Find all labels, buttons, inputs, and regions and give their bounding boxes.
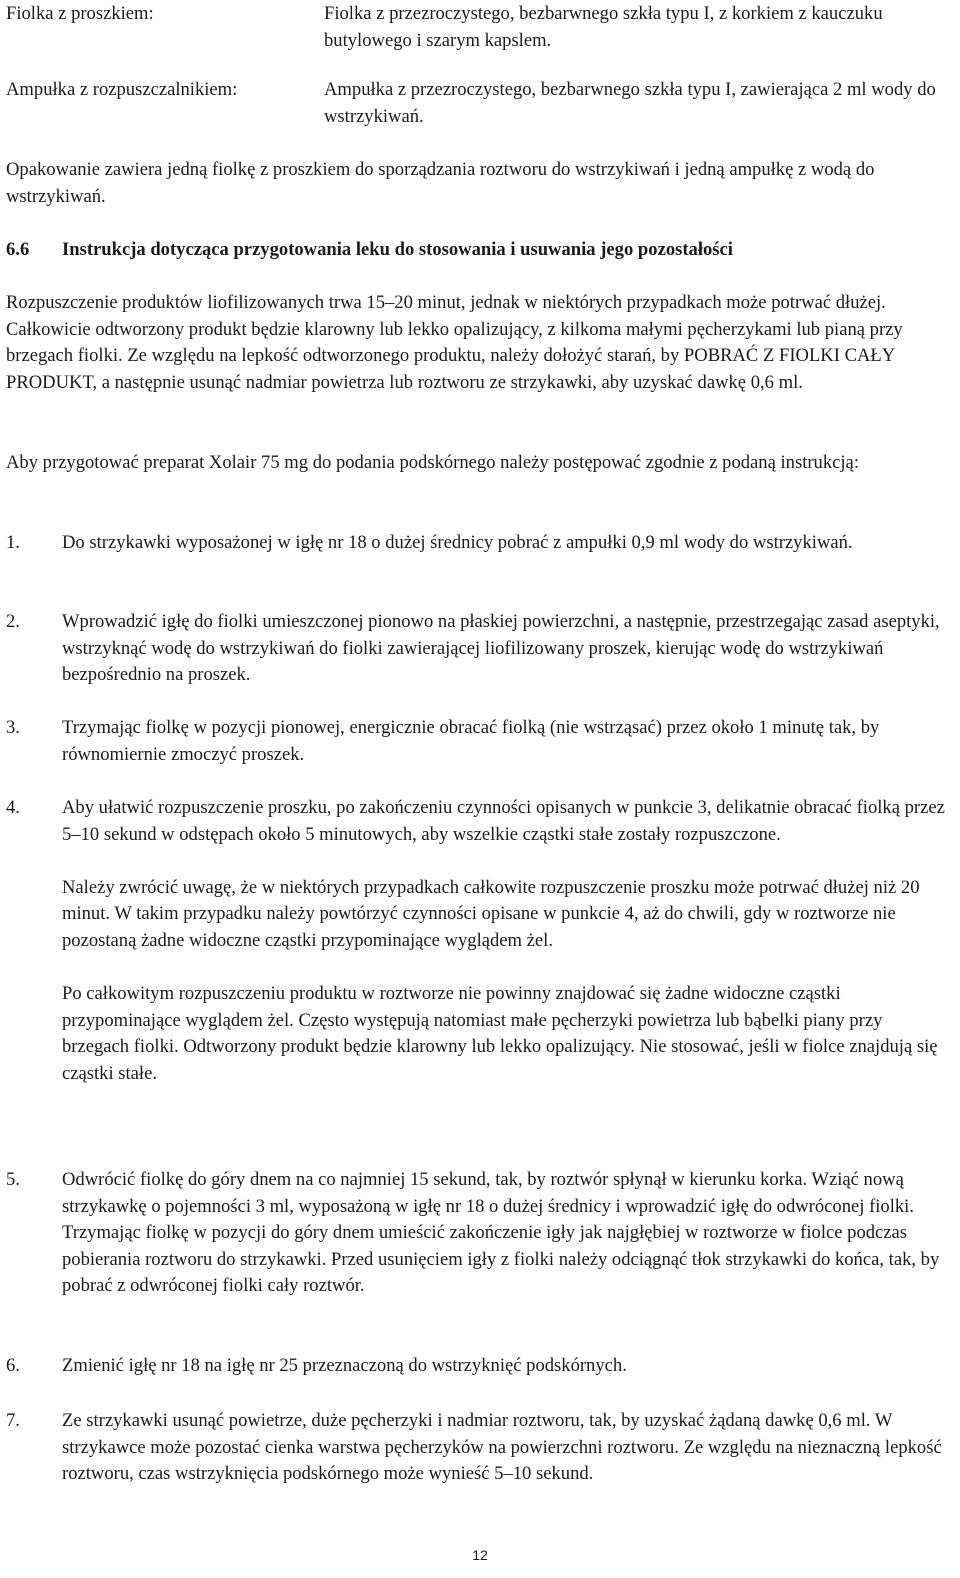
pack-contents: Opakowanie zawiera jedną fiolkę z proszkiem do sporządzania roztworu do wstrzykiwań i jedną ampułkę z wodą do wstrzykiwań. xyxy=(6,159,875,207)
step-body xyxy=(62,530,954,557)
step-text: Wprowadzić igłę do fiolki umieszczonej pionowo na płaskiej powierzchni, a następnie, przestrzegając zasad aseptyki, wstrzyknąć wodę do wstrzykiwań do fiolki zawierającej liofilizowany proszek, kierując wodę do wstrzykiwań bezpośrednio na proszek. xyxy=(62,611,940,686)
step-number: 6. xyxy=(6,1355,20,1376)
step-body xyxy=(62,715,954,768)
section-number: 6.6 xyxy=(6,239,30,260)
step-text: Odwrócić fiolkę do góry dnem na co najmniej 15 sekund, tak, by roztwór spłynął w kierunku korka. Wziąć nową strzykawkę o pojemności 3 ml, wyposażoną w igłę nr 18 o dużej średnicy i wprowadzić igłę do odwróconej fiolki. Trzymając fiolkę w pozycji do góry dnem umieścić zakończenie igły jak najgłębiej w roztworze w fiolce podczas pobierania roztworu do strzykawki. Przed usunięciem igły z fiolki należy odciągnąć tłok strzykawki do końca, tak, by pobrać z odwróconej fiolki cały roztwór. xyxy=(62,1169,940,1297)
step-body xyxy=(62,1167,954,1300)
step-6 xyxy=(6,1353,954,1380)
step-body xyxy=(62,1408,954,1488)
step-text: Do strzykawki wyposażonej w igłę nr 18 o dużej średnicy pobrać z ampułki 0,9 ml wody do wstrzykiwań. xyxy=(62,532,853,553)
step-number: 4. xyxy=(6,797,20,818)
step-5 xyxy=(6,1167,954,1300)
packaging-term: Fiolka z proszkiem: xyxy=(6,3,154,24)
step-number: 7. xyxy=(6,1410,20,1431)
section-heading xyxy=(6,237,954,264)
step-body xyxy=(62,609,954,689)
packaging-description: Fiolka z przezroczystego, bezbarwnego szkła typu I, z korkiem z kauczuku butylowego i szarym kapslem. xyxy=(324,3,883,51)
step-text: Ze strzykawki usunąć powietrze, duże pęcherzyki i nadmiar roztworu, tak, by uzyskać żądaną dawkę 0,6 ml. W strzykawce może pozostać cienka warstwa pęcherzyków na powierzchni roztworu. Ze względu na nieznaczną lepkość roztworu, czas wstrzyknięcia podskórnego może wynieść 5–10 sekund. xyxy=(62,1410,942,1485)
step-3 xyxy=(6,715,954,768)
page-number: 12 xyxy=(472,1547,488,1563)
step-note: Po całkowitym rozpuszczeniu produktu w roztworze nie powinny znajdować się żadne widoczne cząstki przypominające wyglądem żel. Często występują natomiast małe pęcherzyki powietrza lub bąbelki piany przy brzegach fiolki. Odtworzony produkt będzie klarowny lub lekko opalizujący. Nie stosować, jeśli w fiolce znajdują się cząstki stałe. xyxy=(62,983,938,1084)
reconstitution-intro: Rozpuszczenie produktów liofilizowanych trwa 15–20 minut, jednak w niektórych przypadkach może potrwać dłużej. Całkowicie odtworzony produkt będzie klarowny lub lekko opalizujący, z kilkoma małymi pęcherzykami lub pianą przy brzegach fiolki. Ze względu na lepkość odtworzonego produktu, należy dołożyć starań, by POBRAĆ Z FIOLKI CAŁY PRODUKT, a następnie usunąć nadmiar powietrza lub roztworu ze strzykawki, aby uzyskać dawkę 0,6 ml. xyxy=(6,292,903,393)
step-number: 5. xyxy=(6,1169,20,1190)
step-text: Zmienić igłę nr 18 na igłę nr 25 przeznaczoną do wstrzyknięć podskórnych. xyxy=(62,1355,627,1376)
packaging-term: Ampułka z rozpuszczalnikiem: xyxy=(6,79,238,100)
section-title: Instrukcja dotycząca przygotowania leku do stosowania i usuwania jego pozostałości xyxy=(62,239,733,260)
preparation-intro: Aby przygotować preparat Xolair 75 mg do podania podskórnego należy postępować zgodnie z podaną instrukcją: xyxy=(6,452,859,473)
step-4 xyxy=(6,795,954,1088)
step-note: Należy zwrócić uwagę, że w niektórych przypadkach całkowite rozpuszczenie proszku może potrwać dłużej niż 20 minut. W takim przypadku należy powtórzyć czynności opisane w punkcie 4, aż do chwili, gdy w roztworze nie pozostaną żadne widoczne cząstki przypominające wyglądem żel. xyxy=(62,876,920,951)
step-body xyxy=(62,1353,954,1380)
step-7 xyxy=(6,1408,954,1488)
step-text: Aby ułatwić rozpuszczenie proszku, po zakończeniu czynności opisanych w punkcie 3, delikatnie obracać fiolką przez 5–10 sekund w odstępach około 5 minutowych, aby wszelkie cząstki stałe zostały rozpuszczone. xyxy=(62,797,945,845)
step-text: Trzymając fiolkę w pozycji pionowej, energicznie obracać fiolką (nie wstrząsać) przez około 1 minutę tak, by równomiernie zmoczyć proszek. xyxy=(62,717,880,765)
step-1 xyxy=(6,530,954,557)
packaging-row-ampoule xyxy=(6,77,954,130)
packaging-description: Ampułka z przezroczystego, bezbarwnego szkła typu I, zawierająca 2 ml wody do wstrzykiwań. xyxy=(324,79,936,127)
step-number: 1. xyxy=(6,532,20,553)
step-number: 2. xyxy=(6,611,20,632)
step-body xyxy=(62,795,954,1088)
packaging-row-vial xyxy=(6,1,954,54)
step-number: 3. xyxy=(6,717,20,738)
step-2 xyxy=(6,609,954,689)
